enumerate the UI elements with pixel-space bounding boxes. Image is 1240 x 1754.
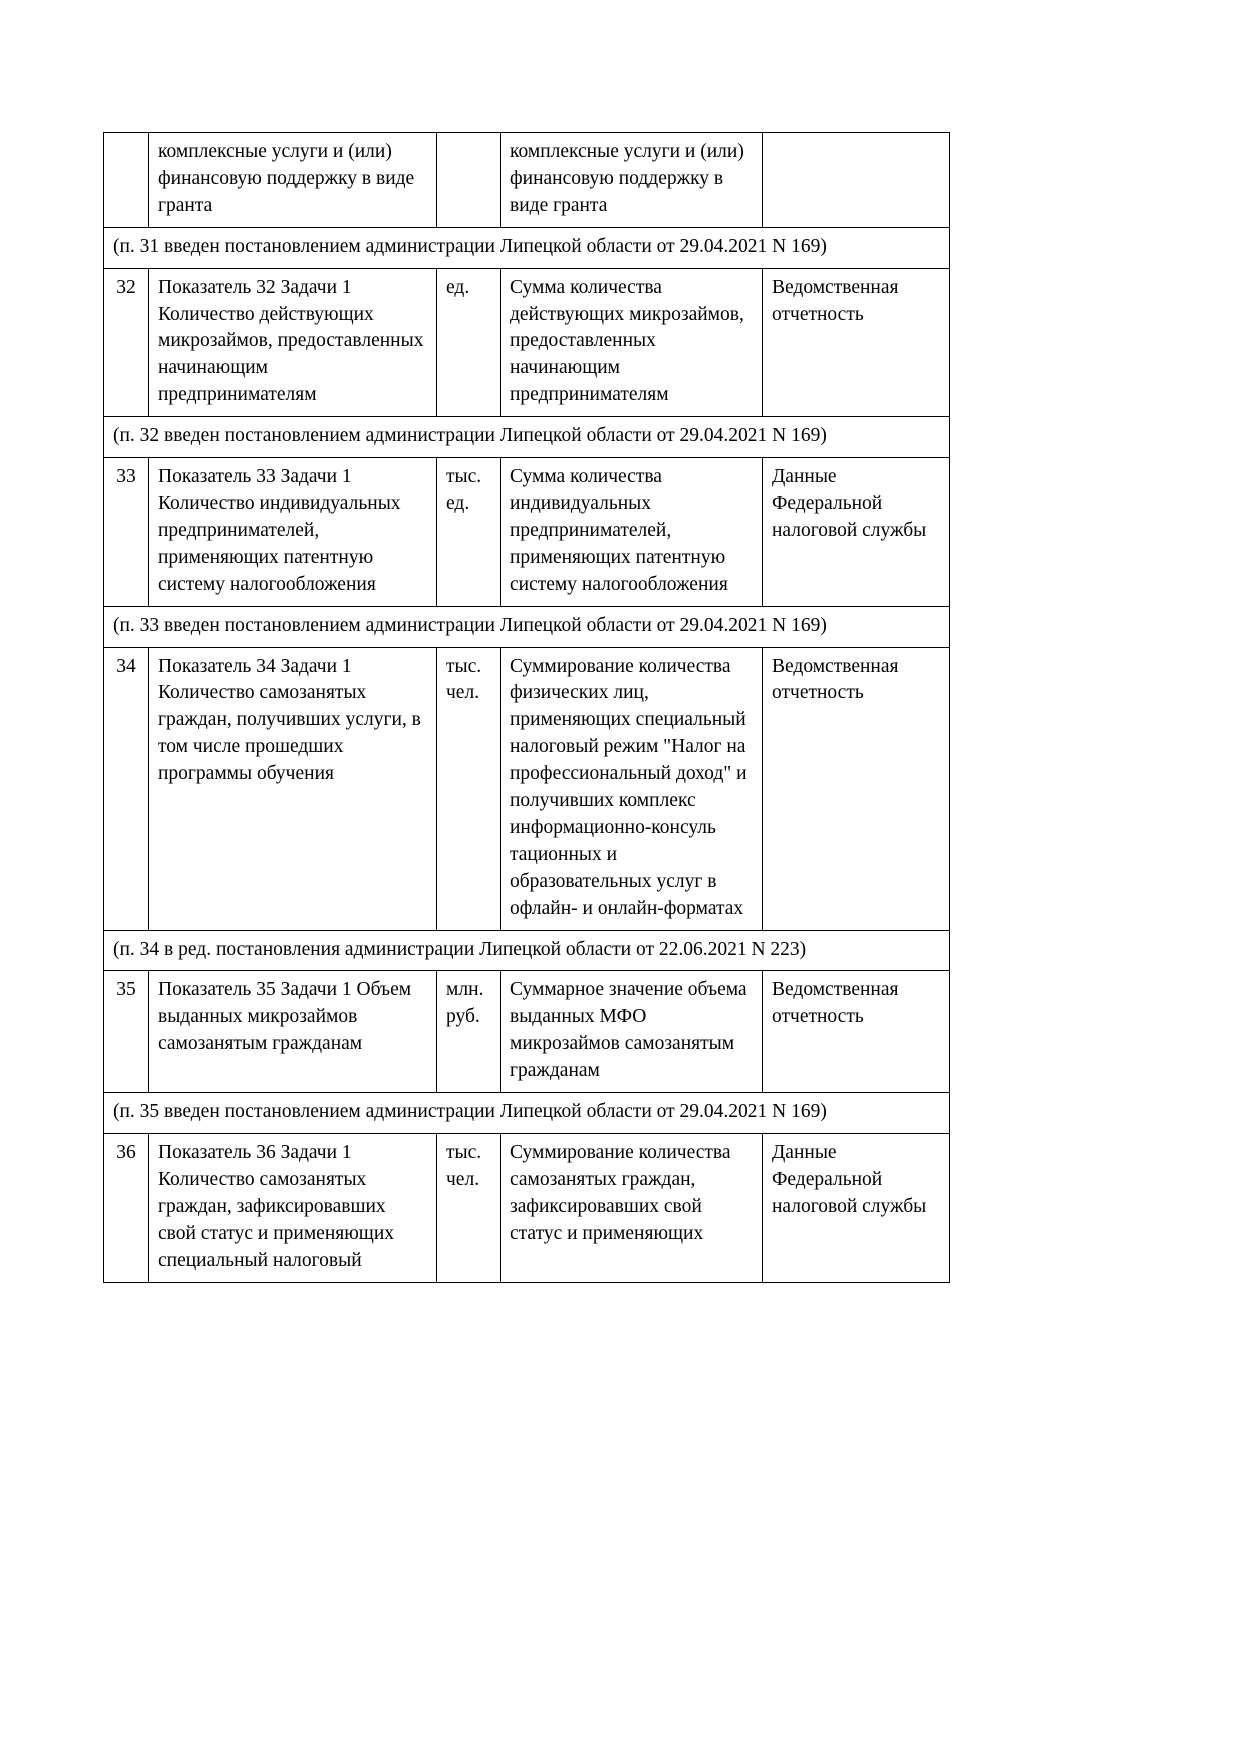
cell-number: 36 — [104, 1134, 149, 1283]
cell-method: Суммирование количества физических лиц, применяющих специальный налоговый режим "Налог на профессиональный доход" и получивших комплекс информационно-консуль тационных и образовательных услуг в офлайн- и онлайн-форматах — [501, 647, 763, 930]
amendment-note: (п. 34 в ред. постановления администрации Липецкой области от 22.06.2021 N 223) — [104, 930, 950, 971]
cell-source: Данные Федеральной налоговой службы — [763, 458, 950, 607]
table-note-row — [104, 227, 950, 268]
cell-number: 32 — [104, 268, 149, 417]
table-row — [104, 647, 950, 930]
cell-unit: ед. — [437, 268, 501, 417]
table-row — [104, 1134, 950, 1283]
cell-unit: тыс. ед. — [437, 458, 501, 607]
cell-number — [104, 133, 149, 228]
table-row — [104, 458, 950, 607]
table-note-row — [104, 417, 950, 458]
cell-method: Суммарное значение объема выданных МФО микрозаймов самозанятым гражданам — [501, 971, 763, 1093]
cell-indicator-name: комплексные услуги и (или) финансовую поддержку в виде гранта — [149, 133, 437, 228]
cell-method: Сумма количества действующих микрозаймов, предоставленных начинающим предпринимателям — [501, 268, 763, 417]
table-row — [104, 268, 950, 417]
cell-number: 33 — [104, 458, 149, 607]
table-note-row — [104, 1093, 950, 1134]
cell-unit: тыс. чел. — [437, 1134, 501, 1283]
table-note-row — [104, 930, 950, 971]
amendment-note: (п. 35 введен постановлением администрации Липецкой области от 29.04.2021 N 169) — [104, 1093, 950, 1134]
cell-source: Ведомственная отчетность — [763, 647, 950, 930]
table-body — [104, 133, 950, 1283]
cell-indicator-name: Показатель 34 Задачи 1 Количество самозанятых граждан, получивших услуги, в том числе прошедших программы обучения — [149, 647, 437, 930]
cell-indicator-name: Показатель 36 Задачи 1 Количество самозанятых граждан, зафиксировавших свой статус и применяющих специальный налоговый — [149, 1134, 437, 1283]
amendment-note: (п. 31 введен постановлением администрации Липецкой области от 29.04.2021 N 169) — [104, 227, 950, 268]
cell-method: Сумма количества индивидуальных предпринимателей, применяющих патентную систему налогообложения — [501, 458, 763, 607]
cell-method: Суммирование количества самозанятых граждан, зафиксировавших свой статус и применяющих — [501, 1134, 763, 1283]
cell-unit: тыс. чел. — [437, 647, 501, 930]
table-row — [104, 133, 950, 228]
cell-source — [763, 133, 950, 228]
cell-indicator-name: Показатель 33 Задачи 1 Количество индивидуальных предпринимателей, применяющих патентную систему налогообложения — [149, 458, 437, 607]
cell-source: Данные Федеральной налоговой службы — [763, 1134, 950, 1283]
table-note-row — [104, 606, 950, 647]
cell-indicator-name: Показатель 32 Задачи 1 Количество действующих микрозаймов, предоставленных начинающим предпринимателям — [149, 268, 437, 417]
cell-source: Ведомственная отчетность — [763, 971, 950, 1093]
cell-unit — [437, 133, 501, 228]
cell-number: 34 — [104, 647, 149, 930]
cell-source: Ведомственная отчетность — [763, 268, 950, 417]
cell-unit: млн. руб. — [437, 971, 501, 1093]
amendment-note: (п. 33 введен постановлением администрации Липецкой области от 29.04.2021 N 169) — [104, 606, 950, 647]
amendment-note: (п. 32 введен постановлением администрации Липецкой области от 29.04.2021 N 169) — [104, 417, 950, 458]
cell-number: 35 — [104, 971, 149, 1093]
table-row — [104, 971, 950, 1093]
cell-method: комплексные услуги и (или) финансовую поддержку в виде гранта — [501, 133, 763, 228]
cell-indicator-name: Показатель 35 Задачи 1 Объем выданных микрозаймов самозанятым гражданам — [149, 971, 437, 1093]
indicators-table — [103, 132, 950, 1283]
